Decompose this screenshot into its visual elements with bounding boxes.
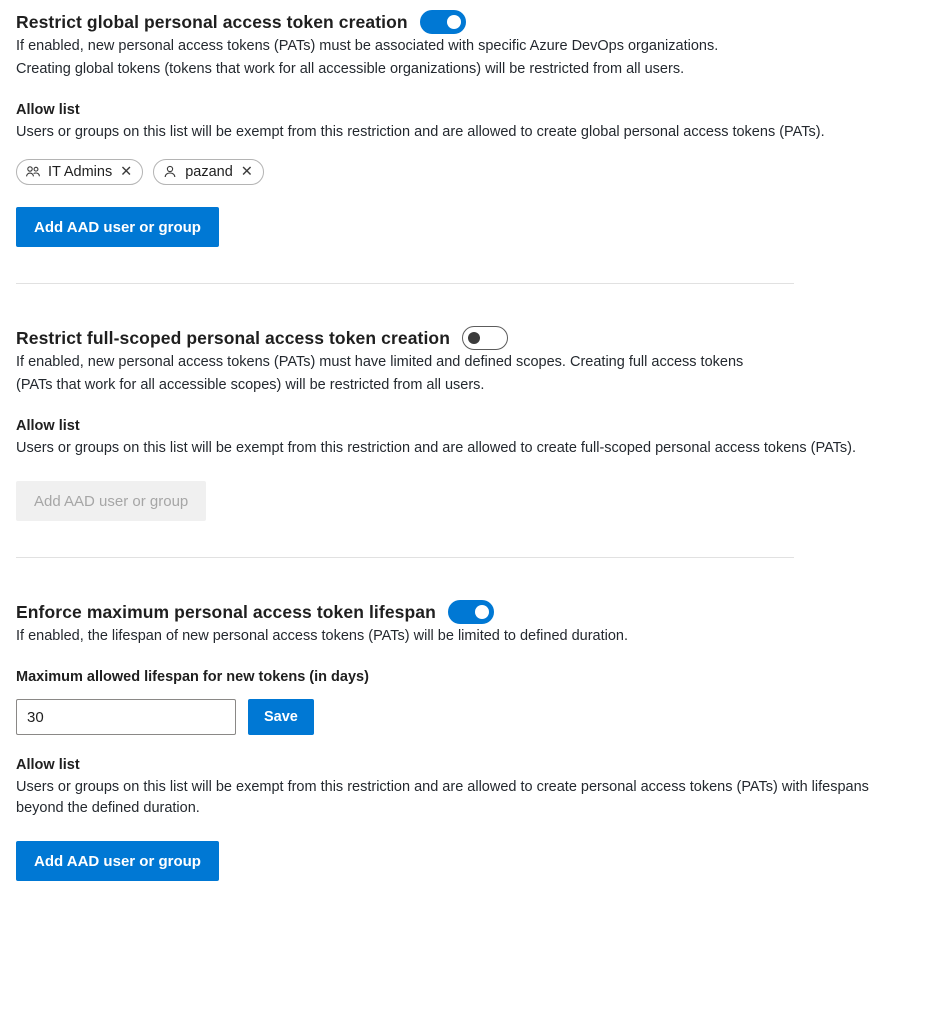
section-description-full-scoped-pat-line2: (PATs that work for all accessible scopes) will be restricted from all users. [16,377,485,393]
section-title-global-pat: Restrict global personal access token creation [16,12,408,32]
save-button[interactable]: Save [248,699,314,735]
close-icon[interactable]: ✕ [240,164,253,180]
max-lifespan-row [16,699,909,735]
section-enforce-max-lifespan [16,590,909,881]
allow-list-chip-it-admins[interactable] [16,159,143,185]
allow-list-chip-pazand[interactable] [153,159,264,185]
add-aad-user-or-group-button-max-lifespan[interactable]: Add AAD user or group [16,841,219,881]
section-divider-1 [16,283,794,284]
person-icon [162,164,178,180]
allow-list-label-global-pat: Allow list [16,102,80,118]
section-header-full-scoped-pat [16,326,909,350]
allow-list-label-max-lifespan: Allow list [16,757,80,773]
add-aad-user-or-group-button-global-pat[interactable]: Add AAD user or group [16,207,219,247]
allow-list-chip-label: IT Admins [48,164,113,180]
allow-list-chips-global-pat [16,159,909,185]
section-description-max-lifespan: If enabled, the lifespan of new personal access tokens (PATs) will be limited to defined duration. [16,628,629,644]
toggle-enforce-max-lifespan[interactable] [448,600,494,624]
group-icon [25,164,41,180]
max-lifespan-field-label: Maximum allowed lifespan for new tokens (in days) [16,669,369,685]
section-description-global-pat-line2: Creating global tokens (tokens that work for all accessible organizations) will be restricted from all users. [16,61,685,77]
section-description-full-scoped-pat-line1: If enabled, new personal access tokens (PATs) must have limited and defined scopes. Creating full access tokens [16,354,744,370]
section-description-global-pat-line1: If enabled, new personal access tokens (PATs) must be associated with specific Azure DevOps organizations. [16,38,719,54]
section-restrict-global-pat [16,0,909,247]
max-lifespan-input[interactable] [16,699,236,735]
section-title-max-lifespan: Enforce maximum personal access token lifespan [16,602,436,622]
section-header-max-lifespan [16,600,909,624]
allow-list-description-max-lifespan: Users or groups on this list will be exempt from this restriction and are allowed to create personal access tokens (PATs) with lifespans beyond the defined duration. [16,779,869,816]
toggle-restrict-global-pat[interactable] [420,10,466,34]
allow-list-description-global-pat: Users or groups on this list will be exempt from this restriction and are allowed to create global personal access tokens (PATs). [16,124,825,140]
toggle-knob [468,332,480,344]
section-header-global-pat [16,10,909,34]
section-restrict-full-scoped-pat [16,316,909,521]
section-title-full-scoped-pat: Restrict full-scoped personal access token creation [16,328,450,348]
toggle-restrict-full-scoped-pat[interactable] [462,326,508,350]
allow-list-chip-label: pazand [185,164,233,180]
allow-list-description-full-scoped-pat: Users or groups on this list will be exempt from this restriction and are allowed to create full-scoped personal access tokens (PATs). [16,440,857,456]
add-aad-user-or-group-button-full-scoped-pat: Add AAD user or group [16,481,206,521]
section-divider-2 [16,557,794,558]
allow-list-label-full-scoped-pat: Allow list [16,418,80,434]
toggle-knob [475,605,489,619]
toggle-knob [447,15,461,29]
close-icon[interactable]: ✕ [120,164,133,180]
